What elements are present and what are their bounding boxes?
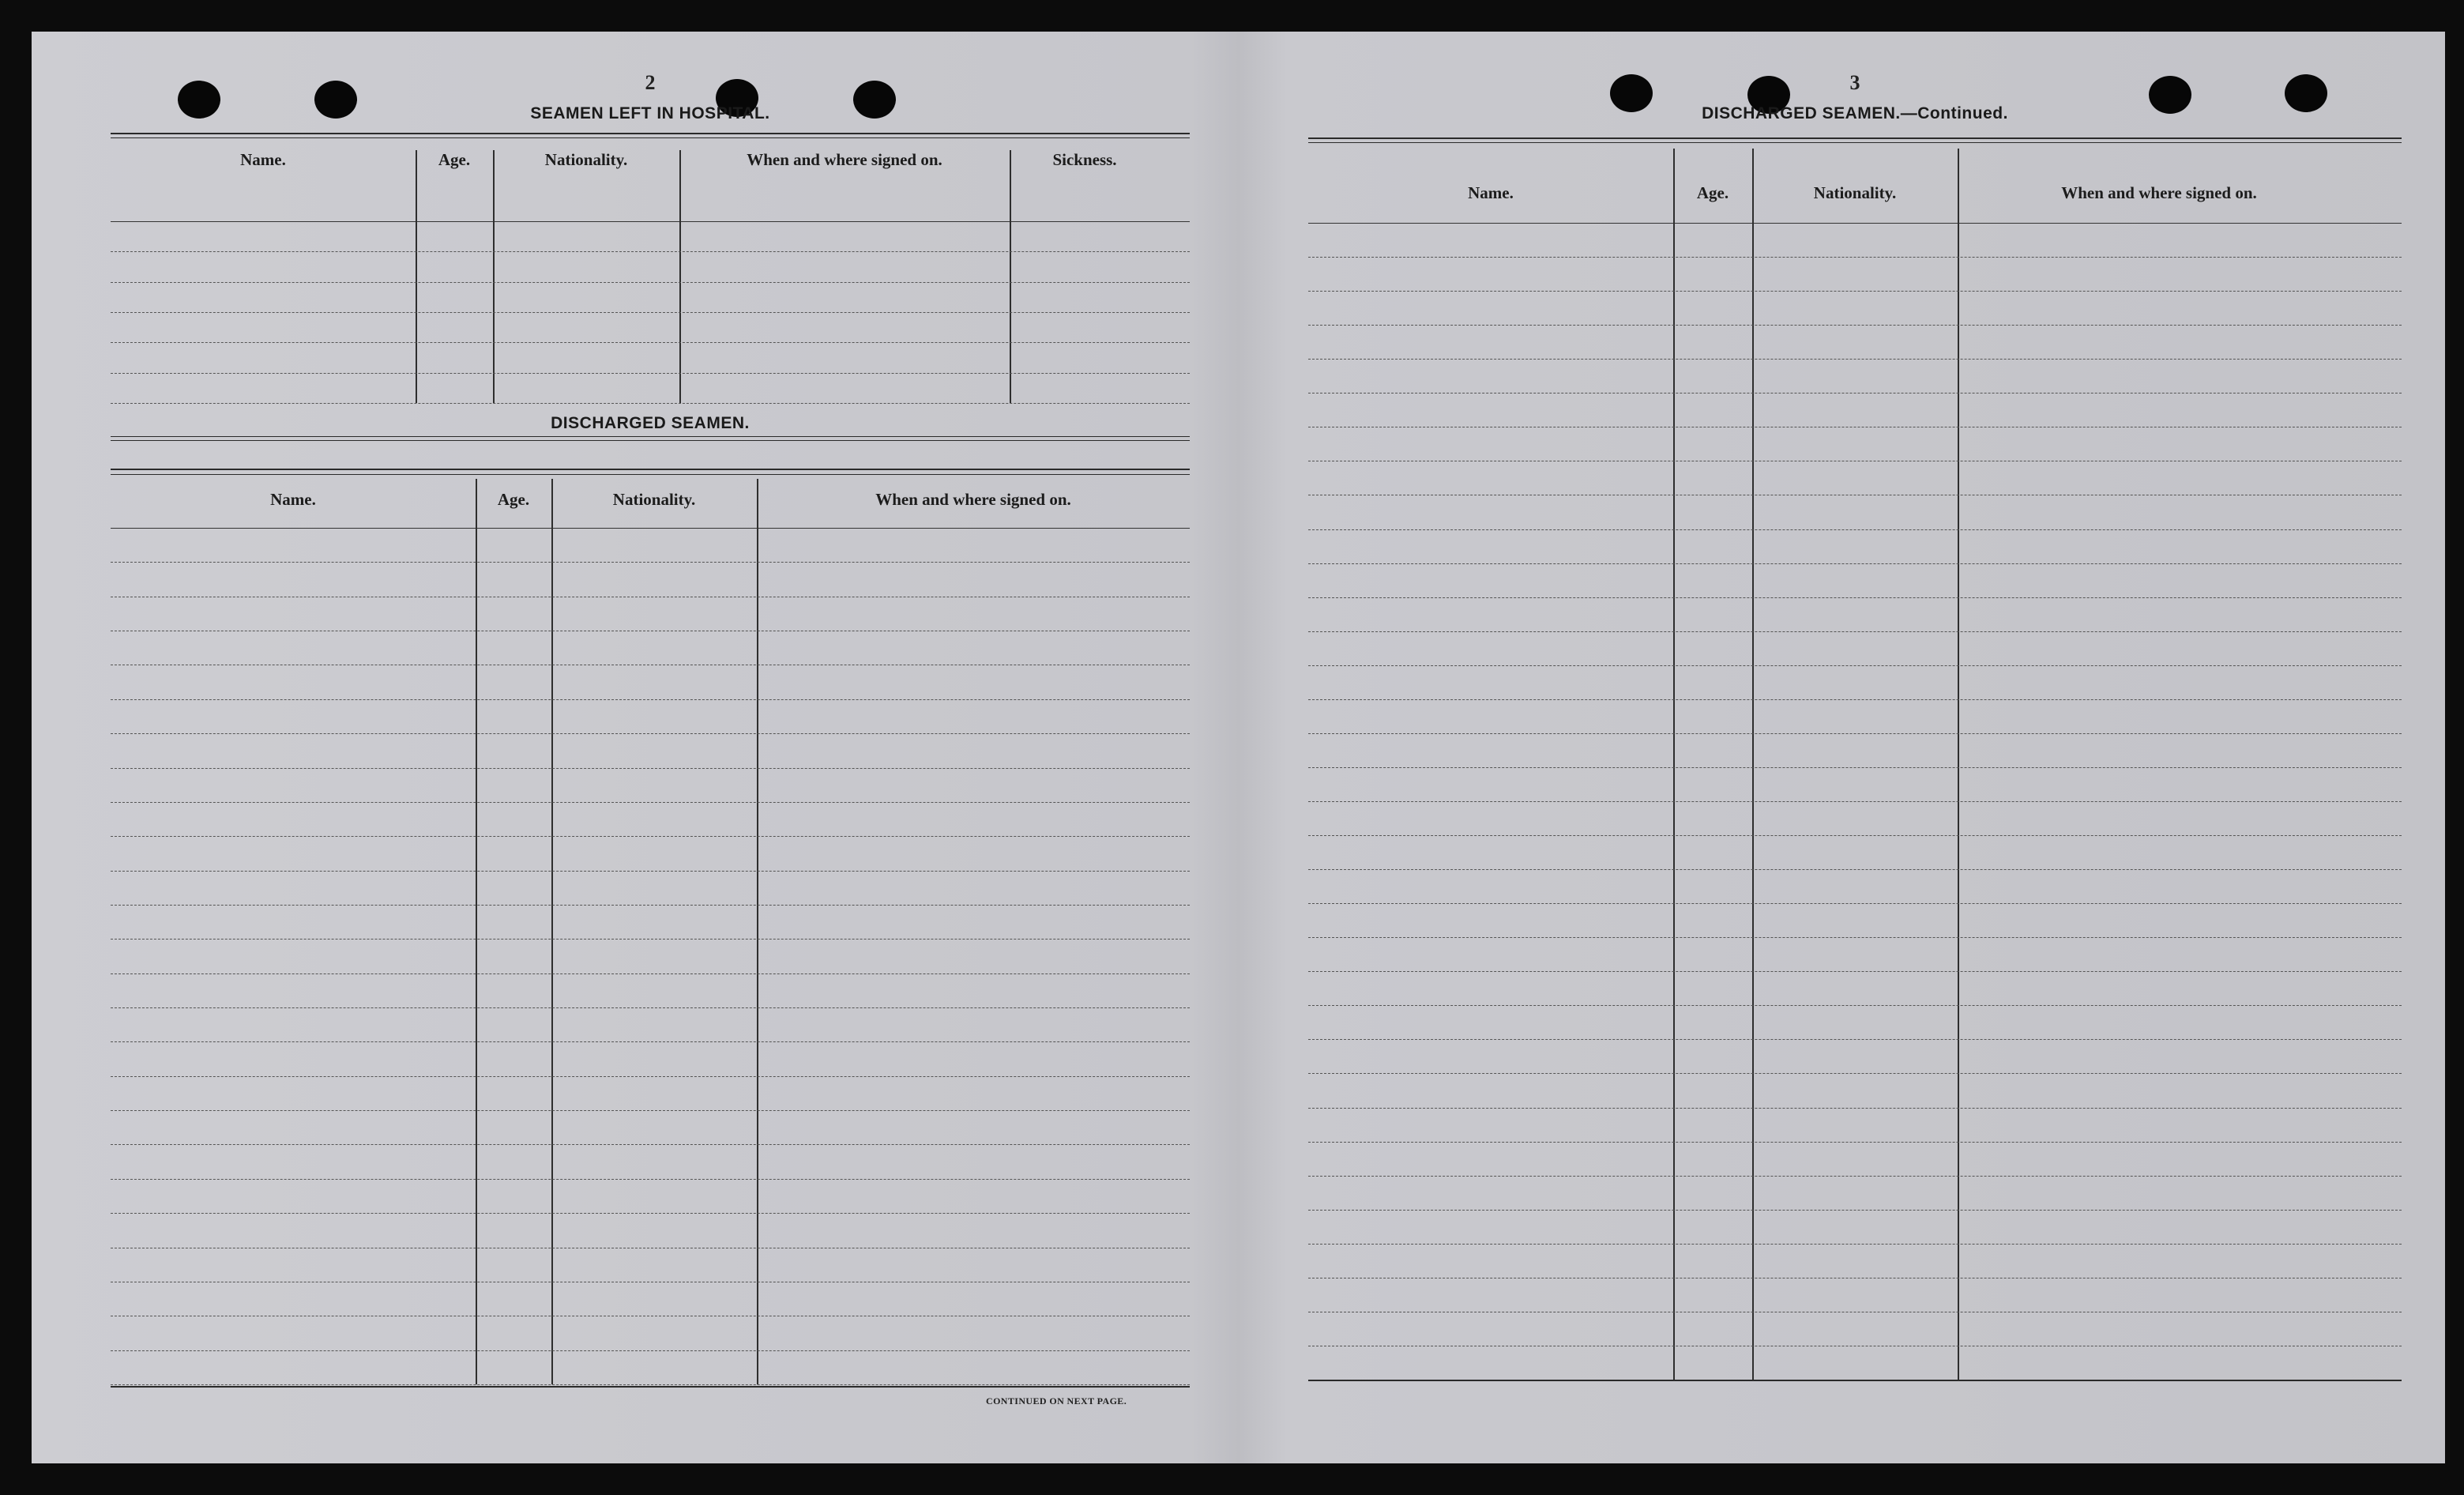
table-row-line	[1308, 325, 2402, 326]
table-row-line	[1308, 733, 2402, 734]
discharged-rule	[111, 469, 1190, 470]
discharged-section-title: DISCHARGED SEAMEN.	[551, 414, 750, 432]
column-divider	[416, 150, 417, 403]
table-row-line	[1308, 767, 2402, 768]
table-row-line	[111, 1179, 1190, 1180]
column-divider	[1958, 149, 1959, 1380]
discharged-continued-table	[1308, 149, 2402, 1380]
table-row-line	[111, 836, 1190, 837]
table-row-line	[1308, 835, 2402, 836]
table-row-line	[1308, 257, 2402, 258]
table-row-line	[111, 768, 1190, 769]
table-row-line	[1308, 529, 2402, 530]
column-header-nationality: Nationality.	[544, 150, 628, 169]
table-row-line	[1308, 359, 2402, 360]
section-divider	[111, 440, 1190, 441]
table-row-line	[1308, 1108, 2402, 1109]
table-row-line	[111, 1041, 1190, 1042]
top-rule-thin	[111, 137, 1190, 138]
hospital-table	[111, 150, 1190, 403]
column-header-age: Age.	[1696, 183, 1729, 202]
table-row-line	[1308, 597, 2402, 598]
bottom-rule	[111, 1386, 1190, 1388]
table-row-line	[111, 871, 1190, 872]
column-header-age: Age.	[438, 150, 471, 169]
page-number: 3	[1849, 71, 1860, 94]
table-row-line	[111, 1007, 1190, 1008]
table-row-line	[1308, 801, 2402, 802]
table-row-line	[111, 939, 1190, 940]
discharged-continued-title	[1308, 104, 2402, 123]
title-main: DISCHARGED SEAMEN.	[1702, 104, 1901, 122]
table-row-line	[111, 1213, 1190, 1214]
column-header-name: Name.	[240, 150, 286, 169]
hospital-section-title: SEAMEN LEFT IN HOSPITAL.	[530, 104, 770, 122]
table-row-line	[111, 1144, 1190, 1145]
table-row-line	[111, 973, 1190, 974]
table-row-line	[1308, 393, 2402, 394]
column-divider	[1752, 149, 1754, 1380]
table-row-line	[1308, 1039, 2402, 1040]
table-row-line	[1308, 971, 2402, 972]
table-row-line	[111, 1110, 1190, 1111]
top-rule-thin	[1308, 142, 2402, 143]
left-page	[111, 32, 1190, 1463]
header-underline	[1308, 223, 2402, 224]
table-row-line	[1308, 937, 2402, 938]
column-divider	[757, 479, 758, 1384]
table-row-line	[111, 403, 1190, 404]
table-row-line	[111, 733, 1190, 734]
column-header-signed-on: When and where signed on.	[747, 150, 942, 169]
right-page	[1308, 32, 2402, 1463]
table-row-line	[111, 1350, 1190, 1351]
header-underline	[111, 221, 1190, 222]
header-underline	[111, 528, 1190, 529]
table-row-line	[1308, 903, 2402, 904]
column-header-sickness: Sickness.	[1052, 150, 1117, 169]
column-header-age: Age.	[497, 490, 530, 509]
top-rule	[1308, 137, 2402, 139]
title-continued: —Continued.	[1900, 104, 2008, 122]
table-row-line	[111, 373, 1190, 374]
top-rule	[111, 133, 1190, 134]
column-divider	[551, 479, 553, 1384]
column-divider	[1010, 150, 1011, 403]
table-row-line	[1308, 869, 2402, 870]
table-row-line	[1308, 1244, 2402, 1245]
table-row-line	[1308, 631, 2402, 632]
table-row-line	[111, 562, 1190, 563]
column-header-signed-on: When and where signed on.	[2061, 183, 2257, 202]
table-row-line	[1308, 1005, 2402, 1006]
table-row-line	[111, 1076, 1190, 1077]
table-row-line	[111, 251, 1190, 252]
column-header-nationality: Nationality.	[612, 490, 696, 509]
table-row-line	[111, 282, 1190, 283]
table-row-line	[111, 342, 1190, 343]
column-divider	[1673, 149, 1675, 1380]
table-row-line	[1308, 291, 2402, 292]
table-row-line	[1308, 1210, 2402, 1211]
table-row-line	[1308, 1176, 2402, 1177]
discharged-rule-thin	[111, 474, 1190, 475]
table-row-line	[1308, 665, 2402, 666]
table-row-line	[111, 312, 1190, 313]
column-divider	[679, 150, 681, 403]
table-row-line	[1308, 1073, 2402, 1074]
column-header-name: Name.	[270, 490, 316, 509]
column-header-name: Name.	[1468, 183, 1514, 202]
discharged-table	[111, 479, 1190, 1384]
table-row-line	[111, 905, 1190, 906]
section-divider	[111, 436, 1190, 437]
bottom-rule	[1308, 1380, 2402, 1381]
table-row-line	[1308, 699, 2402, 700]
table-row-line	[1308, 563, 2402, 564]
column-header-signed-on: When and where signed on.	[875, 490, 1071, 509]
column-header-nationality: Nationality.	[1813, 183, 1897, 202]
table-row-line	[111, 1384, 1190, 1385]
page-number: 2	[645, 71, 656, 94]
column-divider	[476, 479, 477, 1384]
continued-note: CONTINUED ON NEXT PAGE.	[986, 1395, 1127, 1407]
document-sheet	[32, 32, 2445, 1463]
column-divider	[493, 150, 495, 403]
table-row-line	[111, 699, 1190, 700]
table-row-line	[111, 802, 1190, 803]
table-row-line	[1308, 1142, 2402, 1143]
